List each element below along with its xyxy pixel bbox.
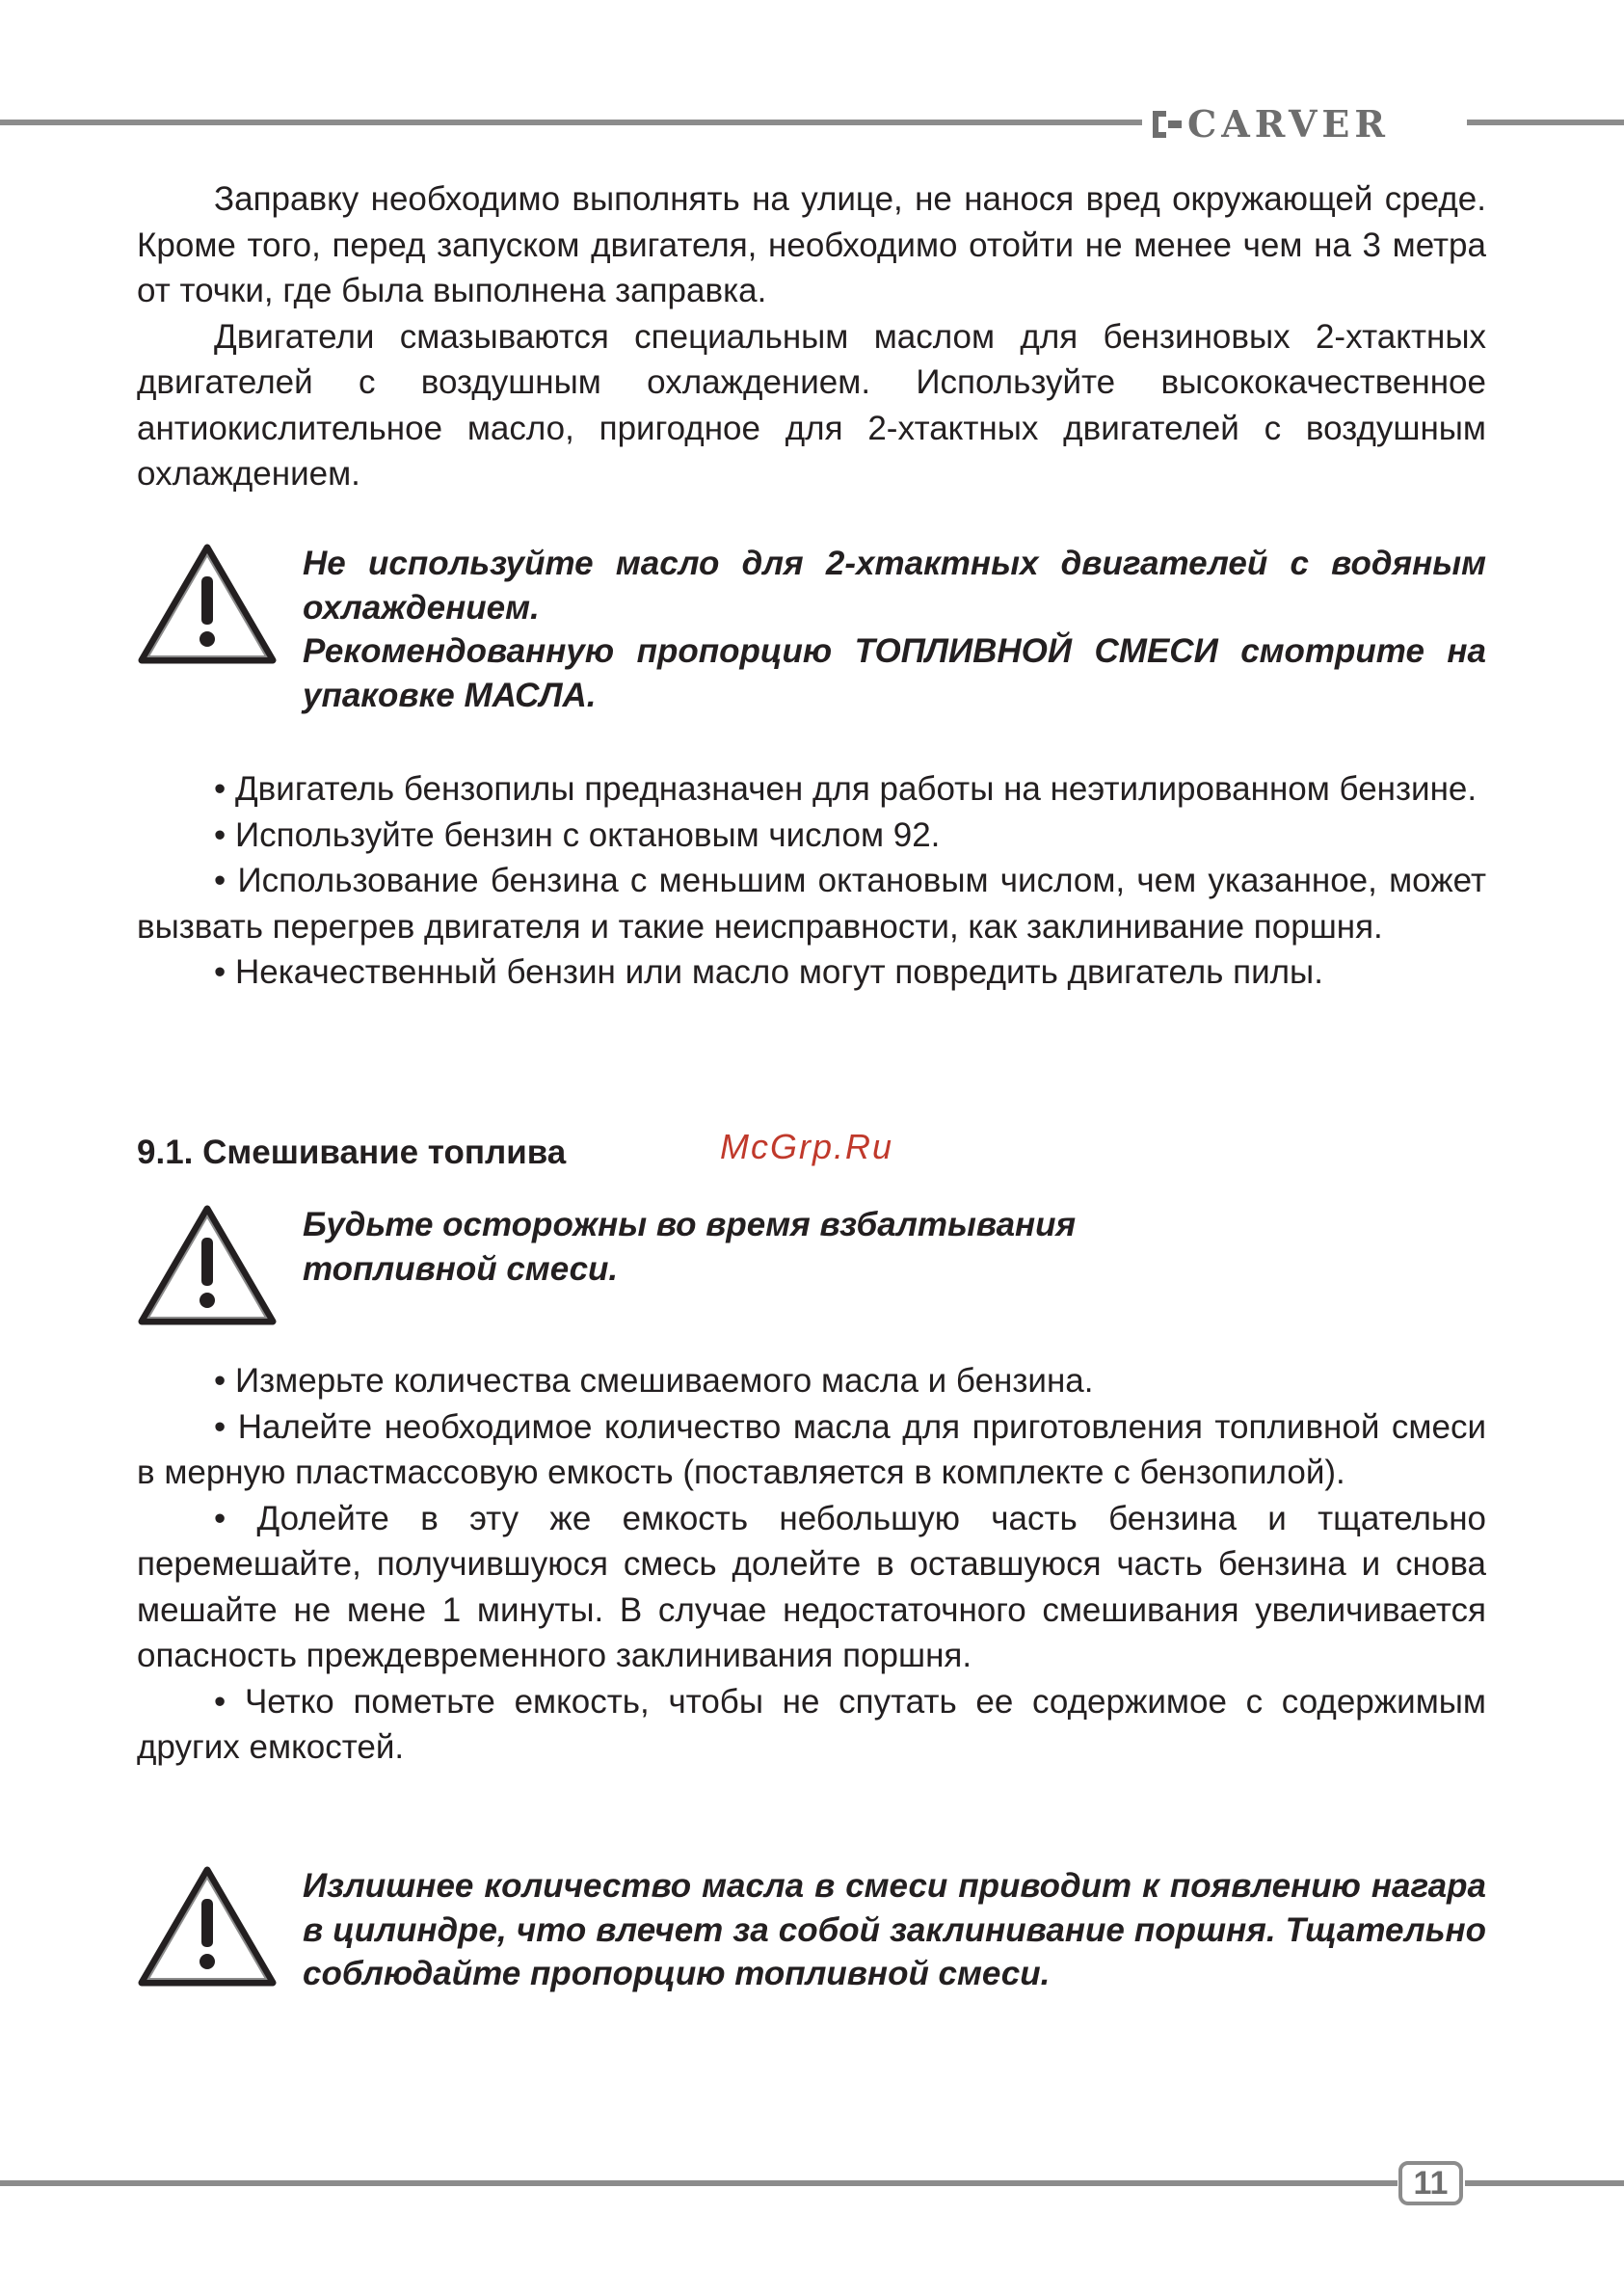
footer-rule-left bbox=[0, 2180, 1398, 2186]
bullet-item: • Измерьте количества смешиваемого масла и бензина. bbox=[214, 1362, 1094, 1400]
warning-text: топливной смеси. bbox=[303, 1249, 619, 1288]
intro-section bbox=[137, 176, 1486, 497]
warning-triangle-icon bbox=[137, 1864, 278, 1989]
bullet-item: • Использование бензина с меньшим октановым числом, чем указанное, может вызвать перегрев двигателя и такие неисправности, как заклинивание поршня. bbox=[137, 862, 1486, 946]
bullet-item: • Некачественный бензин или масло могут повредить двигатель пилы. bbox=[214, 953, 1323, 991]
intro-paragraph: Заправку необходимо выполнять на улице, не нанося вред окружающей среде. Кроме того, перед запуском двигателя, необходимо отойти не менее чем на 3 метра от точки, где была выполнена заправка. bbox=[137, 180, 1486, 309]
bullet-item: • Налейте необходимое количество масла для приготовления топливной смеси в мерную пластмассовую емкость (поставляется в комплекте с бензопилой). bbox=[137, 1407, 1486, 1491]
watermark: McGrp.Ru bbox=[720, 1127, 894, 1166]
warning-triangle-icon bbox=[137, 542, 278, 667]
fuel-bullets bbox=[137, 766, 1486, 996]
brand-logo bbox=[1153, 100, 1390, 148]
warning-text: Не используйте масло для 2-хтактных двигателей с водяным охлаждением. bbox=[303, 545, 1486, 627]
header-rule-left bbox=[0, 120, 1142, 125]
bullet-item: • Используйте бензин с октановым числом 92. bbox=[214, 815, 941, 854]
section-heading: 9.1. Смешивание топлива bbox=[137, 1134, 567, 1171]
mix-bullets bbox=[137, 1358, 1486, 1771]
bullet-item: • Двигатель бензопилы предназначен для работы на неэтилированном бензине. bbox=[214, 770, 1478, 808]
warning-text: Излишнее количество масла в смеси приводит к появлению нагара в цилиндре, что влечет за собой заклинивание поршня. Тщательно соблюдайте пропорцию топливной смеси. bbox=[303, 1867, 1486, 1992]
carver-logo-mark-icon bbox=[1153, 111, 1182, 138]
header-rule-right bbox=[1467, 120, 1624, 125]
warning-triangle-icon bbox=[137, 1203, 278, 1328]
bullet-item: • Четко пометьте емкость, чтобы не спутать ее содержимое с содержимым других емкостей. bbox=[137, 1682, 1486, 1766]
page-number: 11 bbox=[1398, 2161, 1463, 2205]
brand-name: CARVER bbox=[1187, 102, 1390, 146]
intro-paragraph: Двигатели смазываются специальным маслом для бензиновых 2-хтактных двигателей с воздушным охлаждением. Используйте высококачественное антиокислительное масло, пригодное для 2-хтактных двигателей с воздушным охлаждением. bbox=[137, 317, 1486, 493]
footer-rule-right bbox=[1465, 2180, 1624, 2186]
bullet-item: • Долейте в эту же емкость небольшую часть бензина и тщательно перемешайте, получившуюся смесь долейте в оставшуюся часть бензина и снова мешайте не мене 1 минуты. В случае недостаточного смешивания увеличивается опасность преждевременного заклинивания поршня. bbox=[137, 1499, 1486, 1674]
warning-text: Рекомендованную пропорцию ТОПЛИВНОЙ СМЕСИ смотрите на упаковке МАСЛА. bbox=[303, 632, 1486, 714]
warning-text: Будьте осторожны во время взбалтывания bbox=[303, 1206, 1077, 1243]
